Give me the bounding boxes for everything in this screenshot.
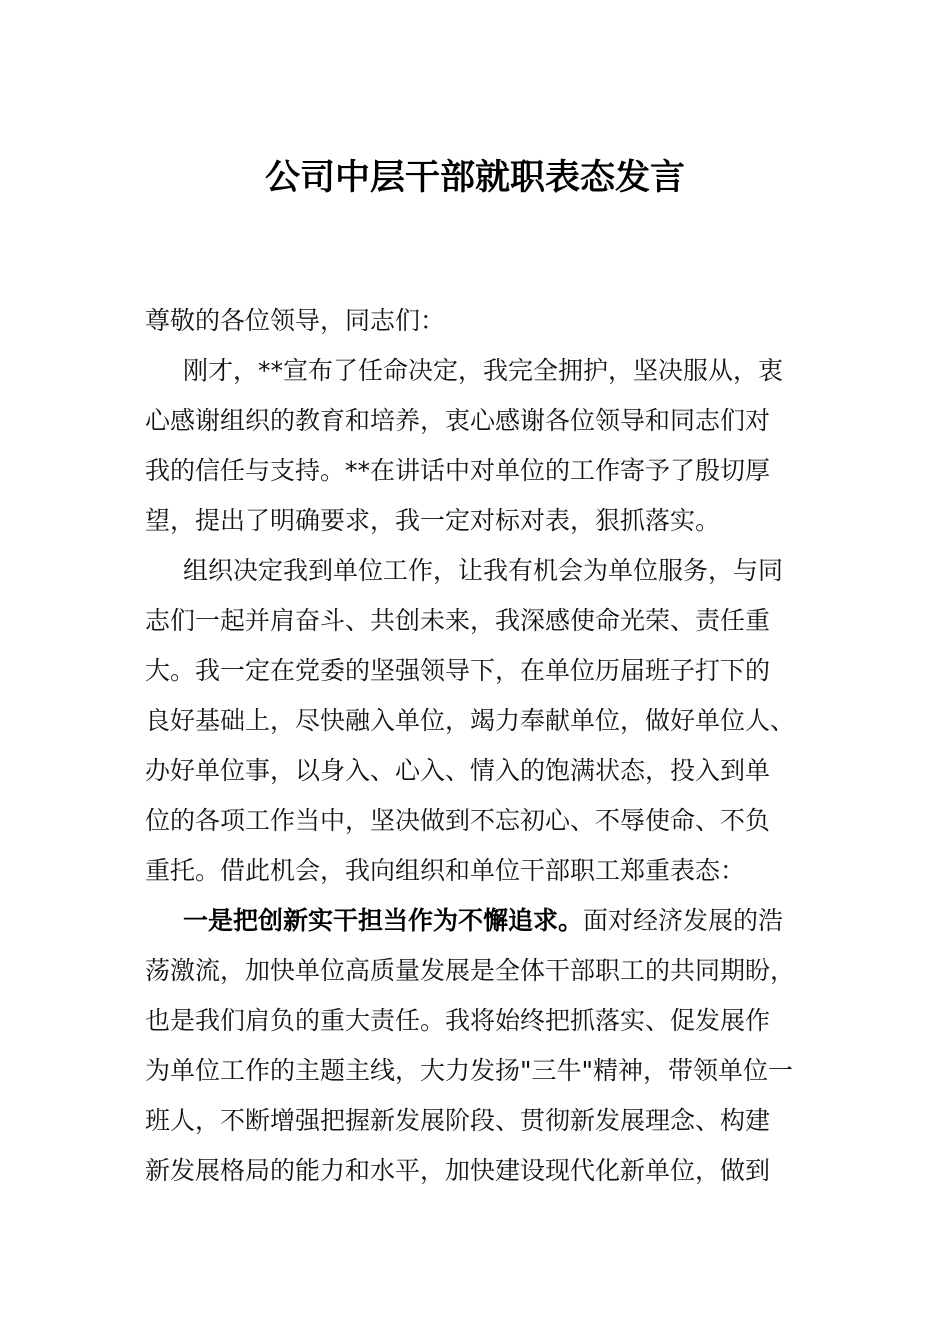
paragraph-line: 办好单位事，以身入、心入、情入的饱满状态，投入到单	[145, 756, 771, 785]
paragraph-line-with-heading	[145, 896, 817, 946]
paragraph-line: 我的信任与支持。**在讲话中对单位的工作寄予了殷切厚	[145, 456, 771, 485]
section-heading: 一是把创新实干担当作为不懈追求。	[183, 906, 584, 935]
document-body	[145, 296, 817, 1196]
paragraph-line: 大。我一定在党委的坚强领导下，在单位历届班子打下的	[145, 656, 771, 685]
paragraph-line: 为单位工作的主题主线，大力发扬"三牛"精神，带领单位一	[145, 1056, 794, 1085]
paragraph-line: 新发展格局的能力和水平，加快建设现代化新单位，做到	[145, 1156, 771, 1185]
document-title: 公司中层干部就职表态发言	[264, 158, 685, 198]
paragraph-line: 位的各项工作当中，坚决做到不忘初心、不辱使命、不负	[145, 806, 771, 835]
paragraph-line: 班人，不断增强把握新发展阶段、贯彻新发展理念、构建	[145, 1106, 771, 1135]
paragraph-line: 荡激流，加快单位高质量发展是全体干部职工的共同期盼，	[145, 956, 796, 985]
paragraph-line: 心感谢组织的教育和培养，衷心感谢各位领导和同志们对	[145, 406, 771, 435]
paragraph-line: 重托。借此机会，我向组织和单位干部职工郑重表态：	[145, 856, 746, 885]
paragraph-line: 刚才，**宣布了任命决定，我完全拥护，坚决服从，衷	[183, 356, 784, 385]
salutation-line: 尊敬的各位领导，同志们：	[145, 306, 446, 335]
paragraph-line: 组织决定我到单位工作，让我有机会为单位服务，与同	[183, 556, 784, 585]
paragraph-line: 望，提出了明确要求，我一定对标对表，狠抓落实。	[145, 506, 721, 535]
paragraph-text: 面对经济发展的浩	[583, 906, 784, 935]
paragraph-line: 也是我们肩负的重大责任。我将始终把抓落实、促发展作	[145, 1006, 771, 1035]
paragraph-line: 志们一起并肩奋斗、共创未来，我深感使命光荣、责任重	[145, 606, 771, 635]
paragraph-line: 良好基础上，尽快融入单位，竭力奉献单位，做好单位人、	[145, 706, 796, 735]
